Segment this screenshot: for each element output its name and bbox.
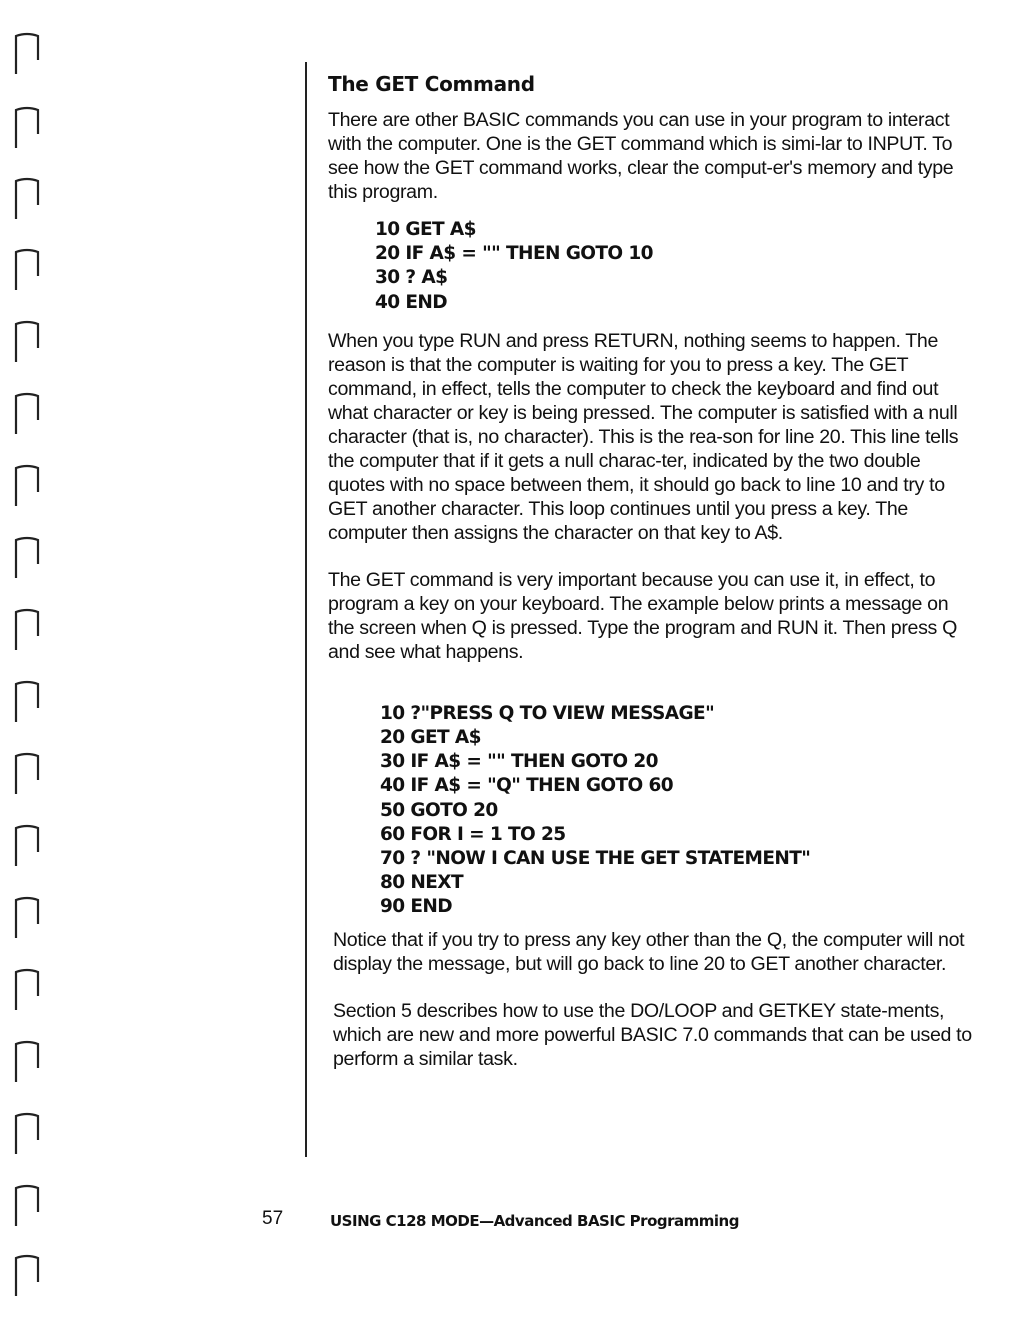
code-line: 60 FOR I = 1 TO 25 <box>380 823 566 845</box>
intro-paragraph: There are other BASIC commands you can use in your program to interact with the computer. One is the GET command which is simi-lar to INPUT. To see how the GET command works, clear the comput-er's memory and type this program. <box>328 109 954 203</box>
binding-ring-icon <box>14 606 40 652</box>
page-content <box>328 70 978 1071</box>
code-line: 90 END <box>380 896 453 918</box>
code-listing-1 <box>328 218 978 315</box>
binding-ring-icon <box>14 1110 40 1156</box>
section5-paragraph: Section 5 describes how to use the DO/LOOP and GETKEY state-ments, which are new and more powerful BASIC 7.0 commands that can be used to perform a similar task. <box>333 999 972 1070</box>
binding-ring-icon <box>14 894 40 940</box>
page-number: 57 <box>262 1208 284 1229</box>
binding-ring-icon <box>14 318 40 364</box>
code-line: 30 IF A$ = "" THEN GOTO 20 <box>380 751 658 773</box>
code-line: 50 GOTO 20 <box>380 799 498 821</box>
code-line: 20 GET A$ <box>380 727 481 749</box>
code-line: 70 ? "NOW I CAN USE THE GET STATEMENT" <box>380 848 811 870</box>
binding-ring-icon <box>14 1252 40 1298</box>
binding-ring-icon <box>14 678 40 724</box>
binding-ring-icon <box>14 462 40 508</box>
code-line: 10 ?"PRESS Q TO VIEW MESSAGE" <box>380 702 715 724</box>
binding-ring-icon <box>14 822 40 868</box>
running-footer: USING C128 MODE—Advanced BASIC Programming <box>330 1212 739 1230</box>
code-listing-2 <box>328 702 978 920</box>
binding-ring-icon <box>14 966 40 1012</box>
explanation-paragraph: When you type RUN and press RETURN, nothing seems to happen. The reason is that the computer is waiting for you to press a key. The GET command, in effect, tells the computer to check the keyboard and find out what character or key is being pressed. The computer is satisfied with a null character (that is, no character). This is the rea-son for line 20. This line tells the computer that if it gets a null charac-ter, indicated by the two double quotes with no space between them, it should go back to line 10 and try to GET another character. This loop continues until you press a key. The computer then assigns the character on that key to A$. <box>328 329 959 544</box>
notice-paragraph: Notice that if you try to press any key other than the Q, the computer will not display the message, but will go back to line 20 to GET another character. <box>333 928 965 975</box>
section-heading: The GET Command <box>328 72 535 96</box>
code-line: 40 IF A$ = "Q" THEN GOTO 60 <box>380 775 674 797</box>
binding-ring-icon <box>14 534 40 580</box>
binding-ring-icon <box>14 104 40 150</box>
binding-ring-icon <box>14 750 40 796</box>
binding-ring-icon <box>14 1182 40 1228</box>
margin-rule <box>305 62 307 1157</box>
binding-ring-icon <box>14 390 40 436</box>
spiral-binding <box>14 30 44 1310</box>
binding-ring-icon <box>14 175 40 221</box>
binding-ring-icon <box>14 30 40 76</box>
binding-ring-icon <box>14 246 40 292</box>
code-line: 10 GET A$ <box>375 219 476 240</box>
binding-ring-icon <box>14 1038 40 1084</box>
code-line: 30 ? A$ <box>375 267 448 289</box>
code-line: 20 IF A$ = "" THEN GOTO 10 <box>375 243 653 265</box>
code-line: 80 NEXT <box>380 872 463 894</box>
code-line: 40 END <box>375 291 448 313</box>
importance-paragraph: The GET command is very important because you can use it, in effect, to program a key on your keyboard. The example below prints a message on the screen when Q is pressed. Type the program and RUN it. Then press Q and see what happens. <box>328 568 957 663</box>
